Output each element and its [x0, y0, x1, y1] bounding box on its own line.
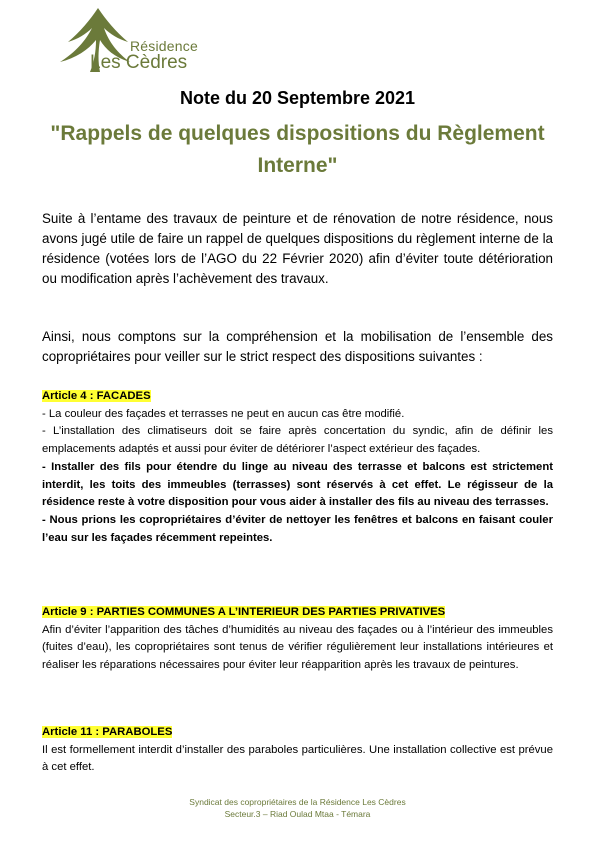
article-9-text: Afin d’éviter l’apparition des tâches d’humidités au niveau des façades ou à l’intérieur des immeubles (fuites d’eau), les copropriétaires sont tenus de vérifier régulièrement leur installations intérieures et réaliser les réparations nécessaires pour éviter leur réapparition après les travaux de peintures.	[42, 623, 553, 672]
footer	[0, 796, 595, 820]
article-4-bold-line-2: - Nous prions les copropriétaires d’éviter de nettoyer les fenêtres et balcons en faisant couler l’eau sur les façades récemment repeintes.	[42, 513, 553, 544]
main-title: "Rappels de quelques dispositions du Règlement Interne"	[50, 122, 545, 177]
article-9-section	[42, 604, 553, 675]
article-11-heading: Article 11 : PARABOLES	[42, 726, 173, 738]
logo-text-residence: Résidence	[130, 38, 198, 54]
article-9-heading: Article 9 : PARTIES COMMUNES A L’INTERIEUR DES PARTIES PRIVATIVES	[42, 606, 446, 618]
article-4-section	[42, 388, 553, 547]
article-11-section	[42, 724, 553, 777]
article-4-line-1: - La couleur des façades et terrasses ne peut en aucun cas être modifié.	[42, 407, 405, 420]
article-4-bold-line-1: - Installer des fils pour étendre du linge au niveau des terrasse et balcons est strictement interdit, les toits des immeubles (terrasses) sont réservés à cet effet. Le régisseur de la résidence reste à votre disposition pour vous aider à installer des fils au niveau des terrasses.	[42, 460, 553, 509]
note-title: Note du 20 Septembre 2021	[179, 88, 416, 108]
logo-text-les-cedres: Les Cèdres	[90, 52, 188, 73]
intro-paragraph-2: Ainsi, nous comptons sur la compréhension et la mobilisation de l’ensemble des copropriétaires pour veiller sur le strict respect des dispositions suivantes :	[42, 329, 553, 364]
footer-line-2: Secteur.3 – Riad Oulad Mtaa - Témara	[224, 809, 371, 819]
footer-line-1: Syndicat des copropriétaires de la Résidence Les Cèdres	[189, 797, 406, 807]
article-4-heading: Article 4 : FACADES	[42, 390, 151, 402]
article-4-line-2: - L’installation des climatiseurs doit se faire après concertation du syndic, afin de définir les emplacements adaptés et aussi pour éviter de détériorer l’aspect extérieur des façades.	[42, 425, 553, 456]
article-11-text: Il est formellement interdit d’installer des paraboles particulières. Une installation collective est prévue à cet effet.	[42, 743, 553, 774]
intro-paragraph-1: Suite à l’entame des travaux de peinture et de rénovation de notre résidence, nous avons jugé utile de faire un rappel de quelques dispositions du règlement interne de la résidence (votées lors de l’AGO du 22 Février 2020) afin d’éviter toute détérioration ou modification après l’achèvement des travaux.	[42, 211, 553, 286]
